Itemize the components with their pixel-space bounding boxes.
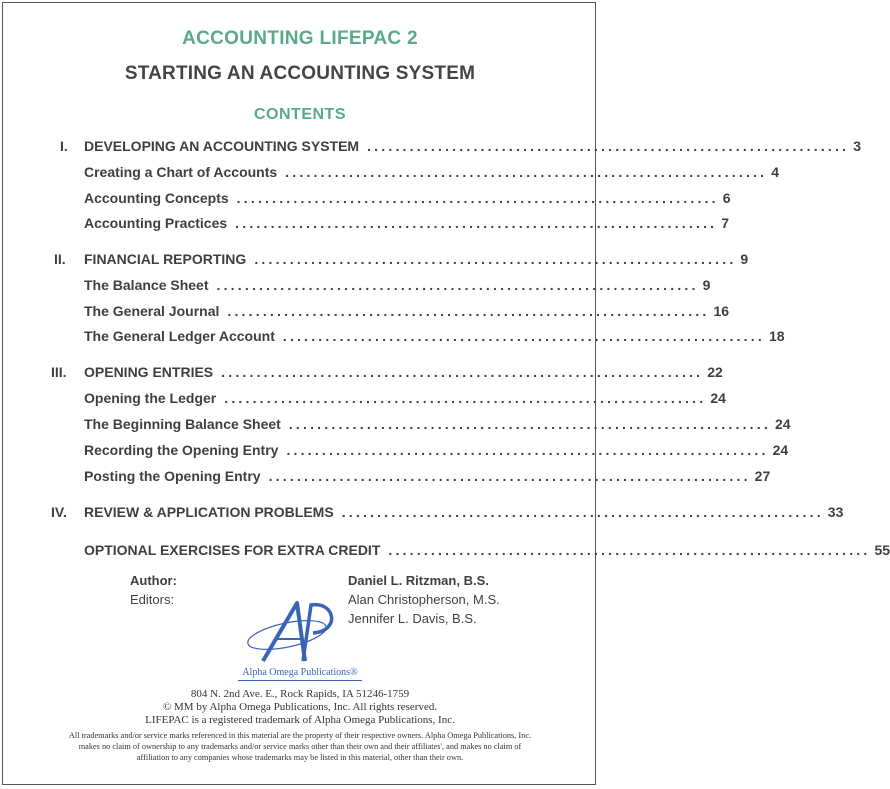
editors-label: Editors: (130, 592, 175, 607)
toc-page-number: 9 (702, 277, 711, 293)
leader-dots: .................................................................... (221, 364, 704, 380)
toc-page-number: 24 (774, 416, 791, 432)
leader-dots: .................................................................... (286, 442, 769, 458)
editor-name: Alan Christopherson, M.S. (348, 592, 500, 607)
toc-page-number: 24 (772, 442, 789, 458)
toc-section-label: OPTIONAL EXERCISES FOR EXTRA CREDIT (84, 542, 381, 558)
leader-dots: .................................................................... (224, 390, 707, 406)
toc-page-number: 4 (771, 164, 780, 180)
toc-page-number: 3 (853, 138, 861, 154)
page-title: STARTING AN ACCOUNTING SYSTEM (124, 63, 476, 84)
toc-page-number: 22 (707, 364, 723, 380)
author-label: Author: (130, 573, 177, 588)
toc-item[interactable] (84, 390, 726, 406)
toc-item[interactable] (84, 328, 785, 344)
toc-item-label: The General Ledger Account (84, 328, 275, 344)
publisher-address: 804 N. 2nd Ave. E., Rock Rapids, IA 51246-1759 (190, 688, 410, 700)
series-title: ACCOUNTING LIFEPAC 2 (182, 28, 418, 49)
toc-section-label: DEVELOPING AN ACCOUNTING SYSTEM (84, 138, 360, 154)
leader-dots: .................................................................... (367, 138, 850, 154)
toc-section-4[interactable] (84, 504, 844, 520)
leader-dots: .................................................................... (216, 277, 699, 293)
toc-page-number: 33 (827, 504, 844, 520)
toc-page-number: 6 (722, 190, 731, 206)
toc-item[interactable] (84, 215, 730, 231)
toc-extra-credit[interactable] (84, 542, 890, 558)
toc-page-number: 55 (874, 542, 890, 558)
leader-dots: .................................................................... (388, 542, 871, 558)
toc-item[interactable] (84, 416, 791, 432)
logo-wordmark: Alpha Omega Publications® (242, 667, 358, 678)
leader-dots: .................................................................... (227, 303, 710, 319)
toc-item-label: Accounting Concepts (84, 190, 229, 206)
disclaimer-line: affiliation to any companies whose trademarks may be listed in this material, other than their own. (136, 753, 464, 762)
toc-section-label: OPENING ENTRIES (84, 364, 214, 380)
trademark-line: LIFEPAC is a registered trademark of Alpha Omega Publications, Inc. (145, 714, 455, 726)
toc-page-number: 16 (713, 303, 730, 319)
section-numeral: II. (54, 251, 66, 267)
toc-section-3[interactable] (84, 364, 723, 380)
alpha-omega-logo (245, 595, 355, 665)
toc-section-1[interactable] (84, 138, 861, 154)
toc-page-number: 27 (754, 468, 771, 484)
author-name: Daniel L. Ritzman, B.S. (348, 573, 489, 588)
toc-item[interactable] (84, 442, 789, 458)
copyright-line: © MM by Alpha Omega Publications, Inc. All rights reserved. (162, 701, 438, 713)
toc-page-number: 18 (768, 328, 785, 344)
toc-item-label: The Balance Sheet (84, 277, 209, 293)
section-numeral: I. (60, 138, 68, 154)
toc-section-label: FINANCIAL REPORTING (84, 251, 247, 267)
leader-dots: .................................................................... (236, 190, 719, 206)
toc-item-label: The Beginning Balance Sheet (84, 416, 281, 432)
contents-heading: CONTENTS (254, 106, 346, 123)
toc-section-2[interactable] (84, 251, 749, 267)
toc-item-label: Accounting Practices (84, 215, 228, 231)
leader-dots: .................................................................... (254, 251, 737, 267)
leader-dots: .................................................................... (341, 504, 824, 520)
toc-page-number: 9 (740, 251, 749, 267)
toc-page-number: 24 (710, 390, 726, 406)
toc-item[interactable] (84, 303, 730, 319)
logo-rule (238, 680, 362, 681)
leader-dots: .................................................................... (282, 328, 765, 344)
leader-dots: .................................................................... (288, 416, 771, 432)
section-numeral: III. (51, 364, 67, 380)
toc-item-label: The General Journal (84, 303, 220, 319)
leader-dots: .................................................................... (285, 164, 768, 180)
editor-name: Jennifer L. Davis, B.S. (348, 611, 477, 626)
leader-dots: .................................................................... (268, 468, 751, 484)
toc-item[interactable] (84, 277, 711, 293)
toc-item-label: Opening the Ledger (84, 390, 217, 406)
toc-section-label: REVIEW & APPLICATION PROBLEMS (84, 504, 334, 520)
toc-item[interactable] (84, 164, 780, 180)
section-numeral: IV. (51, 504, 67, 520)
toc-page-number: 7 (721, 215, 730, 231)
toc-item-label: Recording the Opening Entry (84, 442, 279, 458)
leader-dots: .................................................................... (235, 215, 718, 231)
toc-item[interactable] (84, 190, 731, 206)
disclaimer-line: makes no claim of ownership to any trademarks and/or service marks other than their own and their affiliates', and makes no claim of (78, 742, 522, 751)
disclaimer-line: All trademarks and/or service marks referenced in this material are the property of their respective owners. Alpha Omega Publications, Inc. (68, 731, 532, 740)
toc-item-label: Creating a Chart of Accounts (84, 164, 278, 180)
toc-item-label: Posting the Opening Entry (84, 468, 261, 484)
toc-item[interactable] (84, 468, 771, 484)
